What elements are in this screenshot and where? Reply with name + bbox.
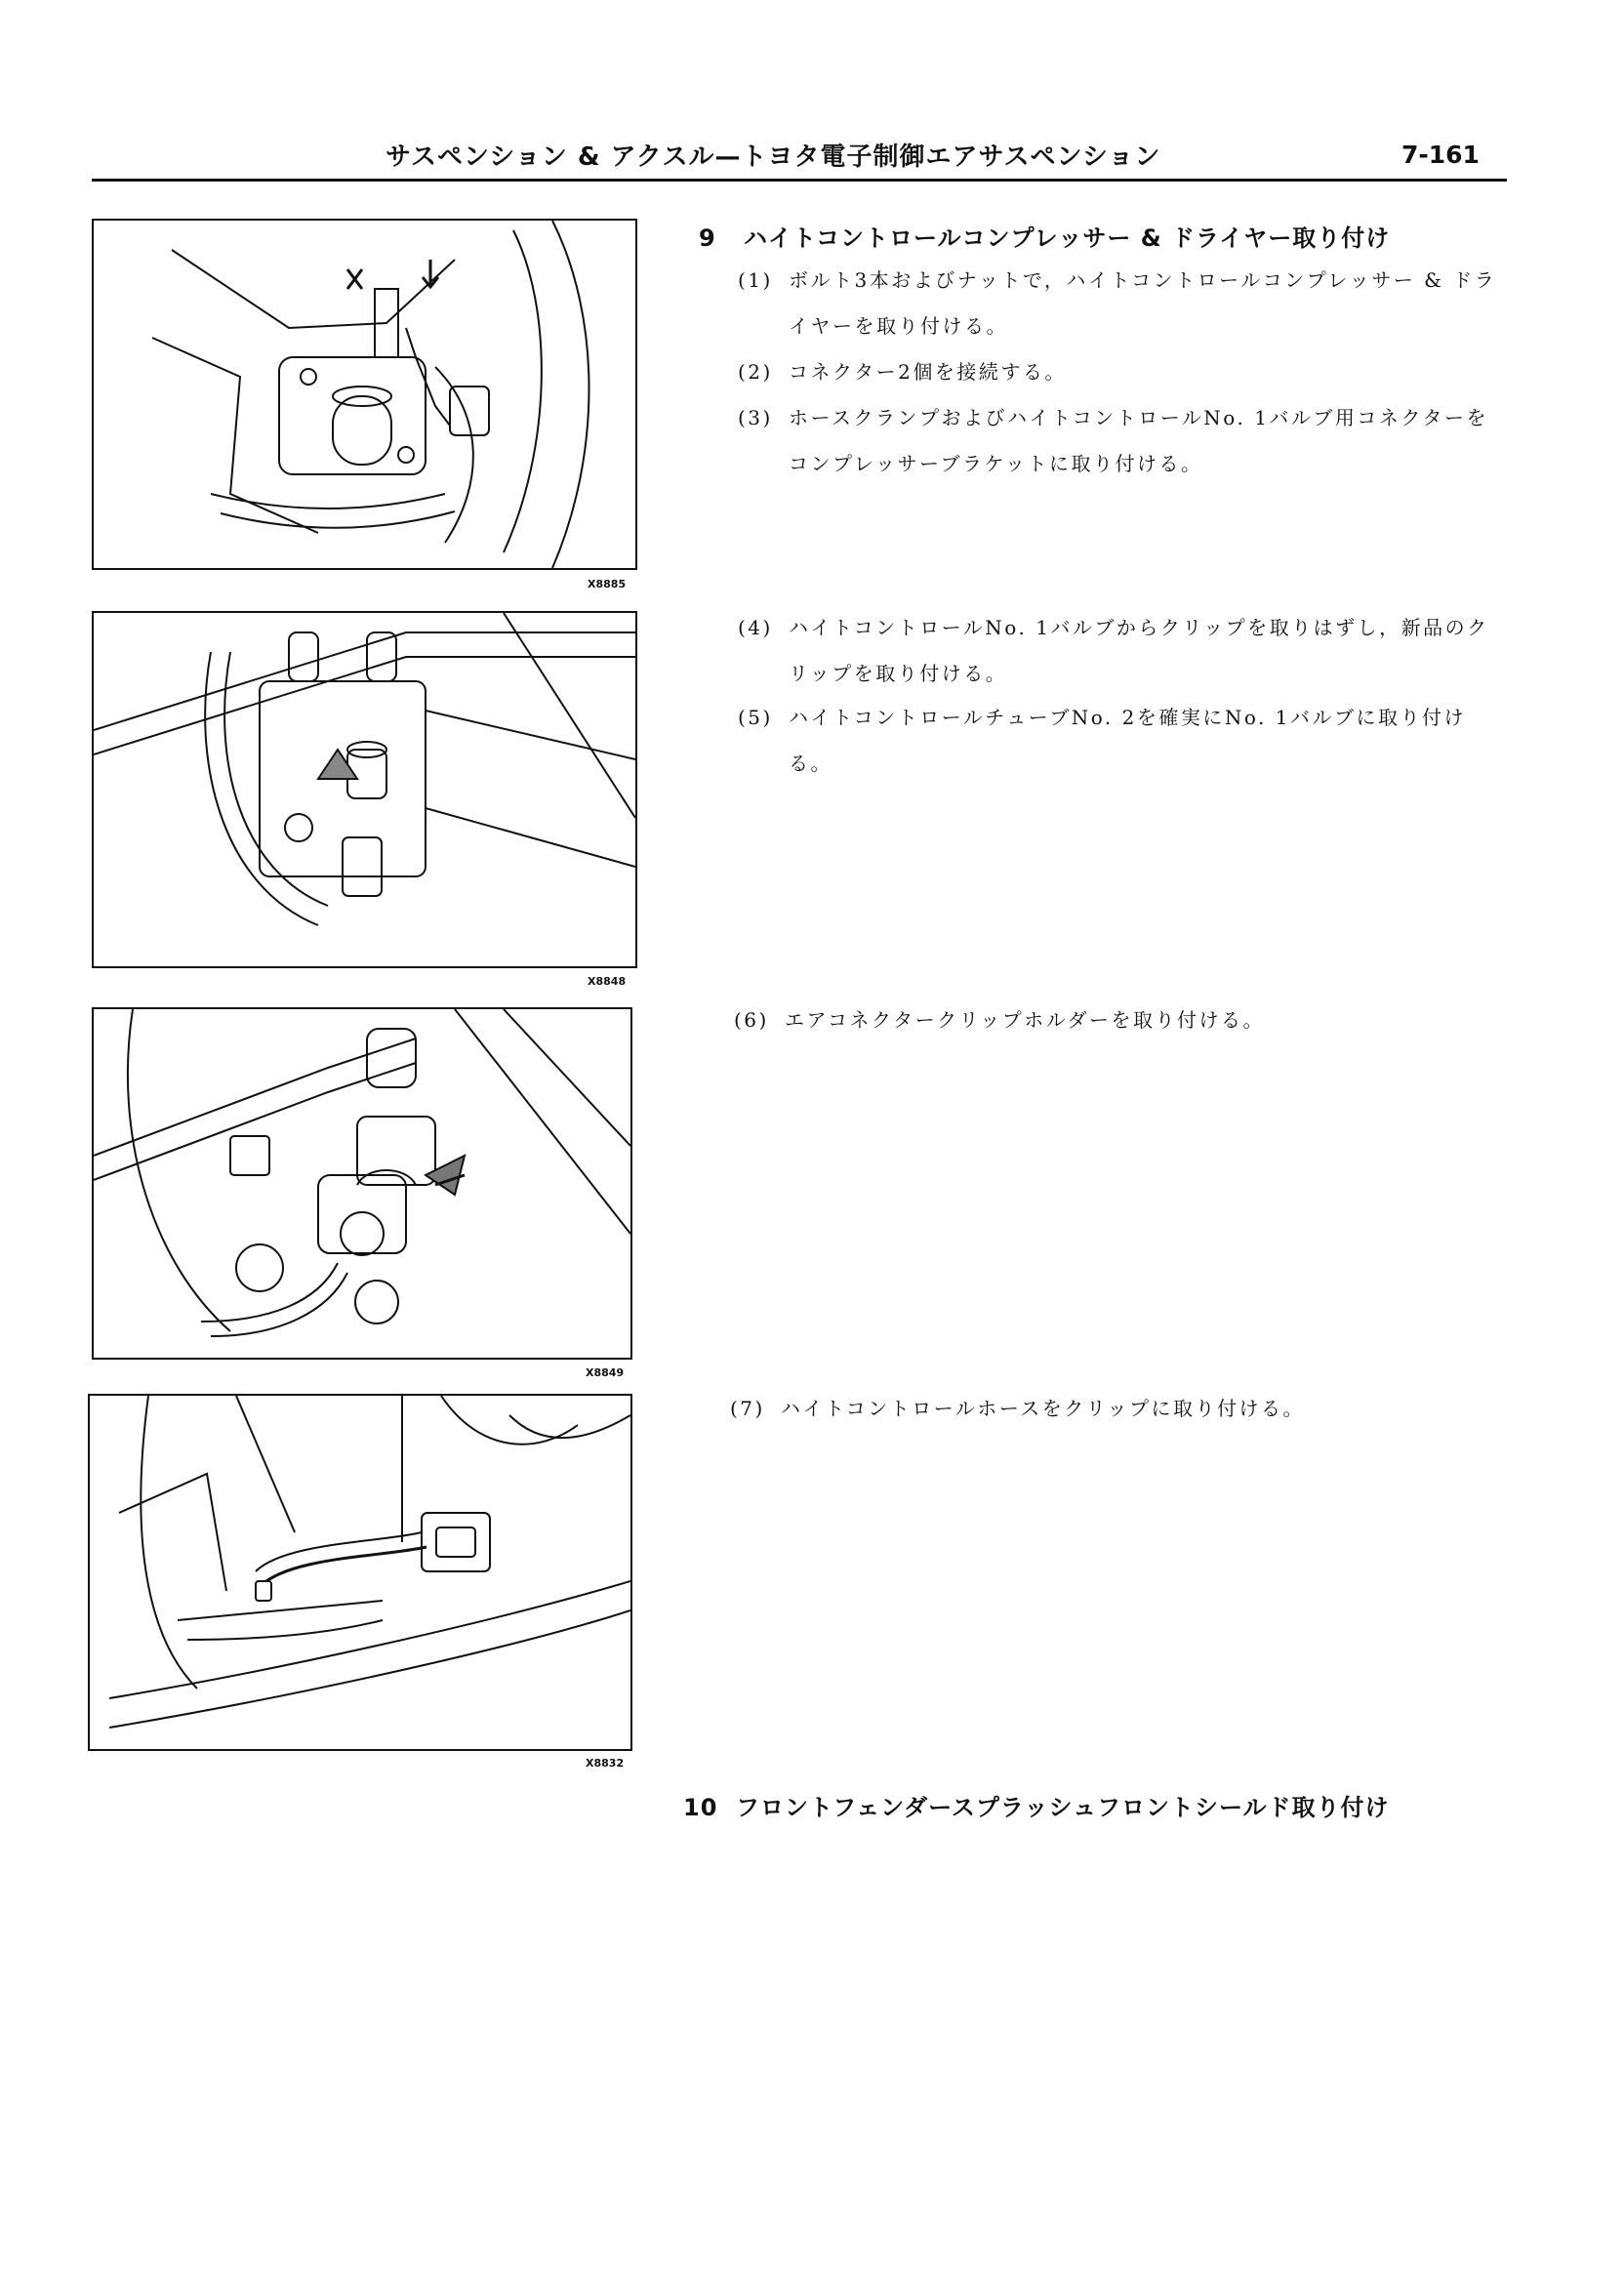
step-number: 10 [683,1794,718,1821]
figure-connector-clip-holder [92,1007,632,1360]
step-heading [683,1788,1389,1822]
figure-hose-clip [88,1394,632,1751]
sub-step [738,395,1509,487]
page-number: 7-161 [1401,141,1480,169]
valve-tube-icon [94,613,635,966]
compressor-dryer-icon [94,221,635,568]
step-title: フロントフェンダースプラッシュフロントシールド取り付け [736,1794,1390,1821]
sub-step-number: (5) [738,706,773,729]
section-title: サスペンション & アクスル—トヨタ電子制御エアサスペンション [386,142,1161,172]
connector-clip-holder-icon [94,1009,630,1358]
hose-clip-icon [90,1396,630,1749]
header-rule [92,179,1507,182]
sub-step-number: (3) [738,406,773,429]
sub-step [738,349,1509,395]
sub-step-number: (4) [738,616,773,639]
figure-code: X8848 [588,975,627,988]
figure-compressor-dryer [92,219,637,570]
sub-step-number: (7) [730,1397,765,1420]
sub-step-text: ハイトコントロールチューブNo. 2を確実にNo. 1バルブに取り付ける。 [789,706,1466,775]
sub-step [738,258,1509,349]
sub-step [734,998,1505,1043]
sub-step-text: ボルト3本およびナットで，ハイトコントロールコンプレッサー & ドライヤーを取り付ける。 [789,268,1497,338]
sub-step-number: (1) [738,268,773,292]
sub-step-text: ハイトコントロールNo. 1バルブからクリップを取りはずし，新品のクリップを取り付ける。 [789,616,1489,685]
step-title: ハイトコントロールコンプレッサー & ドライヤー取り付け [744,224,1391,252]
sub-step-text: ホースクランプおよびハイトコントロールNo. 1バルブ用コネクターをコンプレッサーブラケットに取り付ける。 [789,406,1489,475]
figure-code: X8849 [586,1366,625,1379]
step-heading [699,219,1390,253]
figure-code: X8885 [588,578,627,590]
sub-step-text: コネクター2個を接続する。 [789,360,1067,384]
figure-valve-tube [92,611,637,968]
figure-code: X8832 [586,1757,625,1770]
sub-step-text: ハイトコントロールホースをクリップに取り付ける。 [781,1397,1305,1420]
sub-step [738,695,1509,787]
sub-step [738,605,1509,697]
sub-step [730,1386,1501,1432]
step-number: 9 [699,224,716,252]
sub-step-number: (2) [738,360,773,384]
sub-step-text: エアコネクタークリップホルダーを取り付ける。 [785,1008,1265,1032]
sub-step-number: (6) [734,1008,769,1032]
